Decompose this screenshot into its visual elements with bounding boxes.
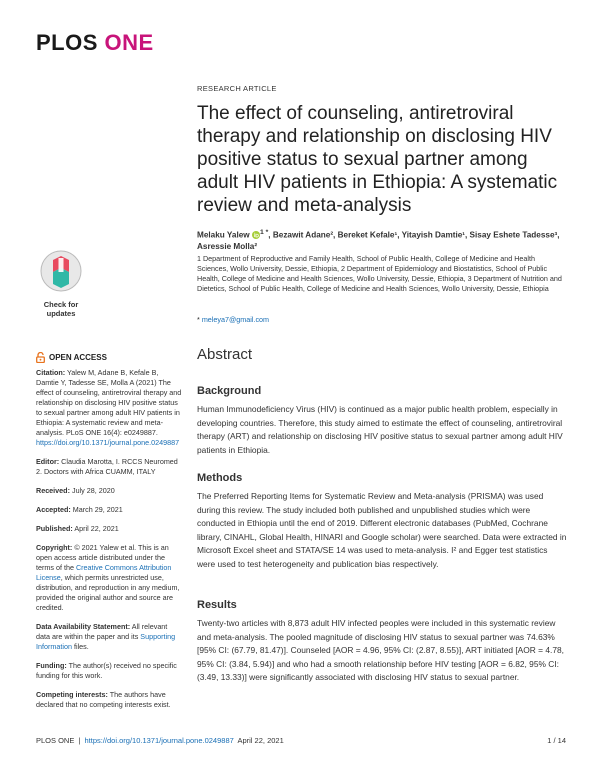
page-number: 1 / 14 bbox=[547, 736, 566, 745]
editor-label: Editor: bbox=[36, 457, 60, 466]
orcid-icon[interactable] bbox=[252, 231, 260, 239]
article-metadata-sidebar bbox=[36, 368, 182, 719]
crossmark-icon bbox=[40, 250, 82, 292]
received-date: July 28, 2020 bbox=[71, 486, 115, 495]
citation-doi-link[interactable]: https://doi.org/10.1371/journal.pone.0249887 bbox=[36, 438, 180, 447]
funding-block bbox=[36, 661, 182, 681]
funding-text: The author(s) received no specific funding for this work. bbox=[36, 661, 177, 680]
editor-text: Claudia Marotta, I. RCCS Neuromed 2. Doctors with Africa CUAMM, ITALY bbox=[36, 457, 178, 476]
footer-journal: PLOS ONE bbox=[36, 736, 75, 745]
crossmark-label-line1: Check for bbox=[43, 300, 79, 309]
journal-logo bbox=[36, 30, 154, 56]
affiliations: 1 Department of Reproductive and Family Health, School of Public Health, College of Medicine and Health Sciences, Wollo University, Dessie, Ethiopia, 2 Department of Epidemiology and Biostatistics, School of Public Health, College of Medicine and Health Sciences, Wollo University, Dessie, Ethiopia, 3 Department of Nutrition and Dietetics, School of Public Health, College of Medicine and Health Sciences, Wollo University, Dessie, Ethiopia bbox=[197, 254, 562, 293]
author-first[interactable]: Melaku Yalew bbox=[197, 230, 250, 240]
methods-heading: Methods bbox=[197, 472, 243, 484]
page-footer bbox=[36, 736, 566, 745]
background-text: Human Immunodeficiency Virus (HIV) is continued as a major public health problem, especially in developing countries. Therefore, this study aimed to estimate the effect of counseling, antiretroviral therapy (ART) and relationship on disclosing HIV positive status to sexual partner among adult HIV patients in Ethiopia. bbox=[197, 404, 563, 455]
copyright-block bbox=[36, 543, 182, 613]
citation-block bbox=[36, 368, 182, 448]
open-access-label bbox=[36, 352, 107, 363]
citation-label: Citation: bbox=[36, 368, 66, 377]
abstract-section-methods bbox=[197, 472, 567, 571]
footer-left bbox=[36, 736, 286, 745]
citation-text: Yalew M, Adane B, Kefale B, Damtie Y, Tadesse SE, Molla A (2021) The effect of counseling, antiretroviral therapy and relationship on disclosing HIV positive status to sexual partner among adult HIV patients in Ethiopia: A systematic review and meta-analysis. PLoS ONE 16(4): e0249887. bbox=[36, 368, 182, 437]
published-label: Published: bbox=[36, 524, 73, 533]
data-availability-text: All relevant data are within the paper and its bbox=[36, 622, 168, 641]
footer-doi-link[interactable]: https://doi.org/10.1371/journal.pone.0249887 bbox=[84, 736, 234, 745]
logo-plos: PLOS bbox=[36, 30, 98, 55]
accepted-date: March 29, 2021 bbox=[72, 505, 123, 514]
supporting-information-link[interactable]: Supporting Information bbox=[36, 632, 176, 651]
background-heading: Background bbox=[197, 385, 262, 397]
results-text: Twenty-two articles with 8,873 adult HIV infected peoples were included in this systematic review and meta-analysis. The pooled magnitude of disclosing HIV status to sexual partner was 74.63% [95% CI: (67.79, 81.47)]. Counseled [AOR = 4.96, 95% CI: (2.87, 8.55)], ART initiated [AOR = 4.78, 95% CI: (3.84, 5.94)] and who had a smooth relationship before HIV testing [AOR = 6.82, 95% CI: (3.49, 13.33)] were significantly associated with disclosing HIV status to sexual partner. bbox=[197, 618, 564, 682]
data-availability-text-post: files. bbox=[73, 642, 89, 651]
license-link[interactable]: Creative Commons Attribution License bbox=[36, 563, 172, 582]
open-access-text: OPEN ACCESS bbox=[49, 353, 107, 362]
received-block bbox=[36, 486, 182, 496]
accepted-label: Accepted: bbox=[36, 505, 71, 514]
article-type: RESEARCH ARTICLE bbox=[197, 84, 277, 93]
logo-one: ONE bbox=[104, 30, 154, 55]
published-block bbox=[36, 524, 182, 534]
received-label: Received: bbox=[36, 486, 70, 495]
results-heading: Results bbox=[197, 599, 237, 611]
methods-text: The Preferred Reporting Items for Systematic Review and Meta-analysis (PRISMA) was used during this review. The study included both published and unpublished studies which were conducted in Ethiopia until the end of 2019. Different electronic databases (PubMed, Cochrane library, CINAHL, Global Health, HINARI and Google scholar) were searched. Data were extracted in Microsoft Excel sheet and STATA/SE 14 was used to meta-analysis. I² and Egger test statistics were used to test heterogeneity and publication bias respectively. bbox=[197, 491, 567, 569]
author-first-superscript: 1 * bbox=[259, 229, 269, 236]
check-for-updates-badge[interactable] bbox=[36, 250, 86, 318]
published-date: April 22, 2021 bbox=[74, 524, 119, 533]
email-link[interactable]: meleya7@gmail.com bbox=[201, 315, 270, 324]
author-others[interactable]: , Bezawit Adane², Bereket Kefale¹, Yitayish Damtie¹, Sisay Eshete Tadesse³, Asressie Molla² bbox=[197, 230, 560, 251]
editor-block bbox=[36, 457, 182, 477]
accepted-block bbox=[36, 505, 182, 515]
footer-date: April 22, 2021 bbox=[237, 736, 284, 745]
footer-separator: | bbox=[78, 736, 81, 745]
author-list bbox=[197, 227, 567, 252]
funding-label: Funding: bbox=[36, 661, 67, 670]
crossmark-label-line2: updates bbox=[46, 309, 76, 318]
copyright-text: © 2021 Yalew et al. This is an open access article distributed under the terms of the bbox=[36, 543, 169, 572]
email-asterisk: * bbox=[197, 315, 200, 324]
competing-interests-block bbox=[36, 690, 182, 710]
open-lock-icon bbox=[36, 352, 45, 363]
data-availability-label: Data Availability Statement: bbox=[36, 622, 131, 631]
competing-interests-text: The authors have declared that no competing interests exist. bbox=[36, 690, 171, 709]
data-availability-block bbox=[36, 622, 182, 652]
corresponding-email bbox=[197, 315, 567, 324]
copyright-label: Copyright: bbox=[36, 543, 73, 552]
copyright-text-post: , which permits unrestricted use, distribution, and reproduction in any medium, provided the original author and source are credited. bbox=[36, 573, 180, 612]
abstract-heading: Abstract bbox=[197, 346, 253, 363]
abstract-section-background bbox=[197, 385, 567, 457]
competing-interests-label: Competing interests: bbox=[36, 690, 108, 699]
abstract-section-results bbox=[197, 599, 567, 685]
article-title: The effect of counseling, antiretroviral therapy and relationship on disclosing HIV positive status to sexual partner among adult HIV patients in Ethiopia: A systematic review and meta-analysis bbox=[197, 103, 558, 216]
